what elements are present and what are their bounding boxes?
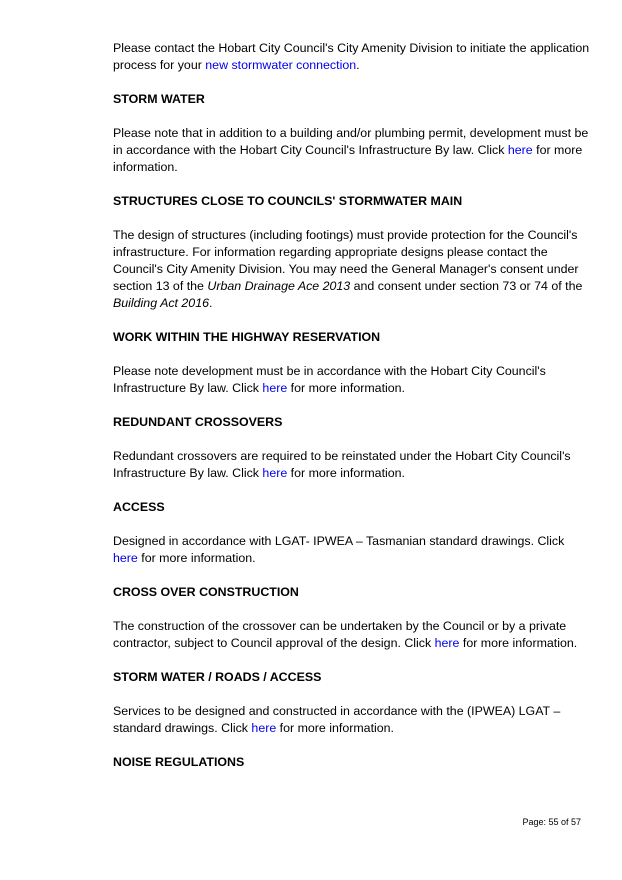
structures-text-end: . (208, 296, 213, 310)
access-text: Designed in accordance with LGAT- IPWEA – Tasmanian standard drawings. Click (113, 534, 565, 548)
highway-text-end: for more information. (287, 381, 405, 395)
highway-paragraph (113, 363, 591, 397)
storm-water-heading: STORM WATER (113, 92, 205, 106)
crossover-construction-paragraph (113, 618, 591, 652)
storm-roads-text: Services to be designed and constructed in accordance with the (IPWEA) LGAT – standard drawings. Click (113, 704, 561, 735)
storm-roads-access-heading: STORM WATER / ROADS / ACCESS (113, 670, 322, 684)
storm-roads-here-link[interactable]: here (251, 721, 277, 735)
access-paragraph (113, 533, 591, 567)
storm-water-paragraph (113, 125, 591, 176)
building-act-title: Building Act 2016 (113, 296, 209, 310)
access-text-end: for more information. (137, 551, 256, 565)
redundant-here-link[interactable]: here (262, 466, 288, 480)
structures-heading: STRUCTURES CLOSE TO COUNCILS' STORMWATER MAIN (113, 194, 463, 208)
noise-regulations-heading: NOISE REGULATIONS (113, 755, 245, 769)
structures-text-middle: and consent under section 73 or 74 of the (350, 279, 583, 293)
highway-heading: WORK WITHIN THE HIGHWAY RESERVATION (113, 330, 381, 344)
structures-text: The design of structures (including footings) must provide protection for the Council's infrastructure. For information regarding appropriate designs please contact the Council's City Amenity Division. You may need the General Manager's consent under section 13 of the (113, 228, 579, 293)
access-here-link[interactable]: here (113, 551, 138, 565)
redundant-text: Redundant crossovers are required to be reinstated under the Hobart City Council's Infrastructure By law. Click (113, 449, 571, 480)
new-stormwater-connection-link[interactable]: new stormwater connection (205, 58, 357, 72)
access-heading: ACCESS (113, 500, 165, 514)
crossover-text: The construction of the crossover can be undertaken by the Council or by a private contractor, subject to Council approval of the design. Click (113, 619, 567, 650)
intro-text-end: . (356, 58, 360, 72)
storm-water-text: Please note that in addition to a building and/or plumbing permit, development must be in accordance with the Hobart City Council's Infrastructure By law. Click (113, 126, 589, 157)
intro-paragraph (113, 40, 591, 74)
crossover-text-end: for more information. (459, 636, 578, 650)
highway-text: Please note development must be in accordance with the Hobart City Council's Infrastructure By law. Click (113, 364, 546, 395)
crossover-here-link[interactable]: here (434, 636, 460, 650)
intro-text: Please contact the Hobart City Council's City Amenity Division to initiate the application process for your (113, 41, 590, 72)
urban-drainage-act-title: Urban Drainage Ace 2013 (207, 279, 351, 293)
redundant-text-end: for more information. (287, 466, 405, 480)
storm-roads-text-end: for more information. (276, 721, 394, 735)
highway-here-link[interactable]: here (262, 381, 288, 395)
redundant-crossovers-heading: REDUNDANT CROSSOVERS (113, 415, 283, 429)
crossover-construction-heading: CROSS OVER CONSTRUCTION (113, 585, 299, 599)
document-body (113, 40, 591, 771)
storm-roads-access-paragraph (113, 703, 591, 737)
page-number: Page: 55 of 57 (522, 817, 581, 827)
redundant-crossovers-paragraph (113, 448, 591, 482)
storm-water-text-end: for more information. (113, 143, 583, 174)
storm-water-here-link[interactable]: here (507, 143, 533, 157)
structures-paragraph (113, 227, 591, 312)
